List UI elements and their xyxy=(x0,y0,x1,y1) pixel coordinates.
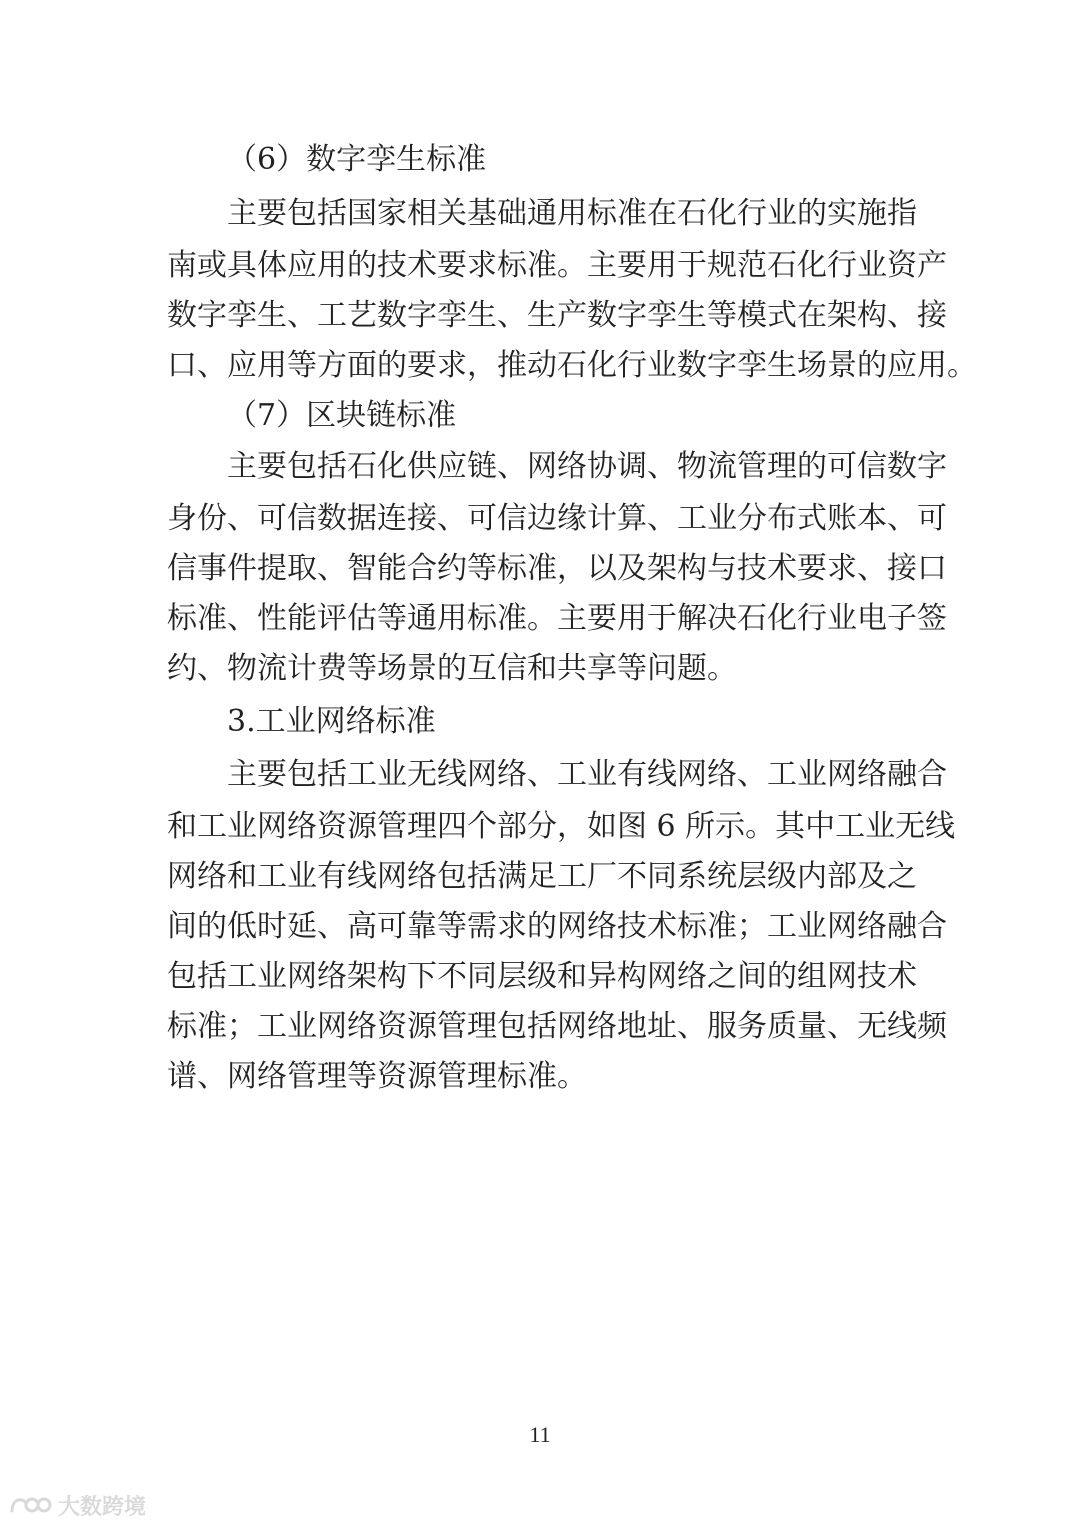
paragraph-line: 和工业网络资源管理四个部分，如图 6 所示。其中工业无线 xyxy=(167,809,956,844)
section-heading-digital-twin: （6）数字孪生标准 xyxy=(227,142,487,177)
paragraph-line: 主要包括国家相关基础通用标准在石化行业的实施指 xyxy=(227,196,917,231)
paragraph-line: 标准；工业网络资源管理包括网络地址、服务质量、无线频 xyxy=(167,1009,947,1044)
paragraph-line: 口、应用等方面的要求，推动石化行业数字孪生场景的应用。 xyxy=(167,348,977,383)
paragraph-line: 主要包括石化供应链、网络协调、物流管理的可信数字 xyxy=(227,449,947,484)
section-heading-industrial-network: 3.工业网络标准 xyxy=(227,704,436,739)
paragraph-line: 信事件提取、智能合约等标准，以及架构与技术要求、接口 xyxy=(167,551,947,586)
page-number: 11 xyxy=(529,1422,551,1447)
paragraph-line: 网络和工业有线网络包括满足工厂不同系统层级内部及之 xyxy=(167,859,917,894)
paragraph-line: 标准、性能评估等通用标准。主要用于解决石化行业电子签 xyxy=(167,601,947,636)
watermark-logo-icon xyxy=(8,1493,52,1517)
paragraph-line: 数字孪生、工艺数字孪生、生产数字孪生等模式在架构、接 xyxy=(167,298,947,333)
paragraph-line: 南或具体应用的技术要求标准。主要用于规范石化行业资产 xyxy=(167,248,947,283)
watermark-text: 大数跨境 xyxy=(58,1494,147,1520)
paragraph-line: 谱、网络管理等资源管理标准。 xyxy=(167,1059,587,1094)
section-heading-blockchain: （7）区块链标准 xyxy=(227,398,457,433)
paragraph-line: 身份、可信数据连接、可信边缘计算、工业分布式账本、可 xyxy=(167,501,947,536)
paragraph-line: 约、物流计费等场景的互信和共享等问题。 xyxy=(167,651,737,686)
paragraph-line: 包括工业网络架构下不同层级和异构网络之间的组网技术 xyxy=(167,959,917,994)
paragraph-line: 间的低时延、高可靠等需求的网络技术标准；工业网络融合 xyxy=(167,909,947,944)
watermark xyxy=(8,1490,146,1520)
paragraph-line: 主要包括工业无线网络、工业有线网络、工业网络融合 xyxy=(227,757,947,792)
